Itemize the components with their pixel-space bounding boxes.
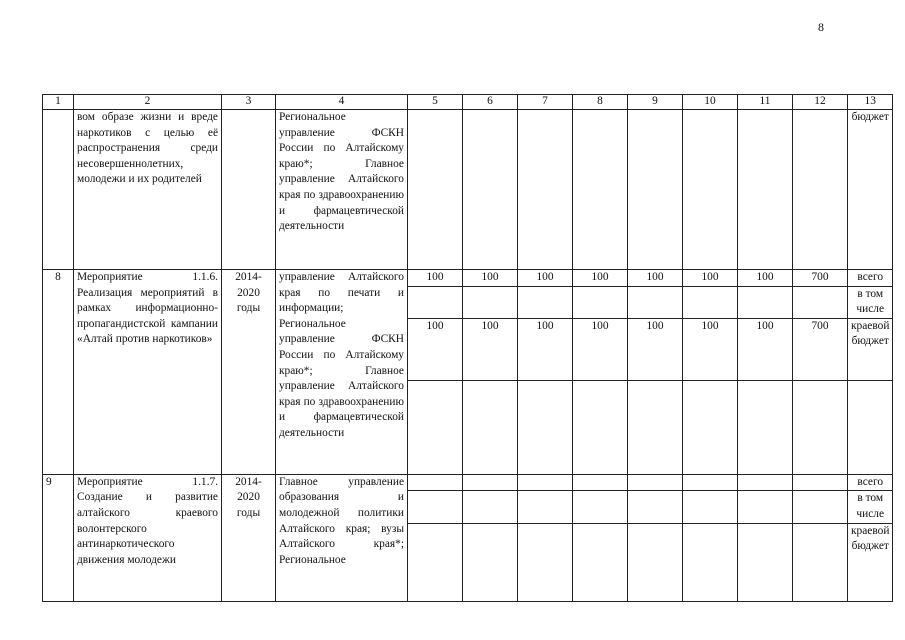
header-cell: 10 <box>683 95 738 110</box>
value-cell: 100 <box>738 318 793 380</box>
source-incl: в том числе <box>848 491 893 523</box>
value-cell: 100 <box>408 318 463 380</box>
header-cell: 9 <box>628 95 683 110</box>
value-cell: 100 <box>628 318 683 380</box>
source-budget: краевой бюджет <box>848 523 893 601</box>
header-row <box>43 95 893 110</box>
value-cell: 100 <box>573 270 628 287</box>
source-budget: краевой бюджет <box>848 318 893 380</box>
value-cell: 100 <box>573 318 628 380</box>
source-incl: в том числе <box>848 286 893 318</box>
value-cell: 100 <box>518 318 573 380</box>
years-cell: 2014-2020 годы <box>222 270 276 475</box>
row-number: 8 <box>43 270 74 475</box>
value-cell: 100 <box>463 318 518 380</box>
header-cell: 6 <box>463 95 518 110</box>
header-cell: 5 <box>408 95 463 110</box>
source-total: всего <box>848 474 893 491</box>
value-cell: 100 <box>408 270 463 287</box>
table-row-9-total <box>43 474 893 491</box>
header-cell: 1 <box>43 95 74 110</box>
value-cell: 100 <box>463 270 518 287</box>
table-row-8-total <box>43 270 893 287</box>
row-number: 9 <box>43 474 74 601</box>
years-cell <box>222 110 276 270</box>
header-cell: 12 <box>793 95 848 110</box>
executor-cell: Региональное управление ФСКН России по Алтайскому краю*; Главное управление Алтайского края по здравоохранению и фармацевтической деятельности <box>276 110 408 270</box>
value-cell: 100 <box>518 270 573 287</box>
value-cell: 100 <box>683 318 738 380</box>
value-cell: 700 <box>793 318 848 380</box>
executor-cell: управление Алтайского края по печати и информации; Региональное управление ФСКН России по Алтайскому краю*; Главное управление Алтайского края по здравоохранению и фармацевтической деятельности <box>276 270 408 475</box>
header-cell: 4 <box>276 95 408 110</box>
event-cell: Мероприятие 1.1.7. Создание и развитие алтайского краевого волонтерского антинаркотического движения молодежи <box>74 474 222 601</box>
event-cell: Мероприятие 1.1.6. Реализация мероприятий в рамках информационно- пропагандистской кампании «Алтай против наркотиков» <box>74 270 222 475</box>
num-cell <box>43 110 74 270</box>
value-cell: 100 <box>628 270 683 287</box>
header-cell: 3 <box>222 95 276 110</box>
header-cell: 13 <box>848 95 893 110</box>
event-cell: вом образе жизни и вреде наркотиков с целью её распространения среди несовершеннолетних, молодежи и их родителей <box>74 110 222 270</box>
value-cell: 100 <box>738 270 793 287</box>
value-cell: 700 <box>793 270 848 287</box>
header-cell: 7 <box>518 95 573 110</box>
header-cell: 11 <box>738 95 793 110</box>
page-number: 8 <box>818 20 824 34</box>
header-cell: 8 <box>573 95 628 110</box>
header-cell: 2 <box>74 95 222 110</box>
executor-cell: Главное управление образования и молодежной политики Алтайского края; вузы Алтайского края*; Региональное <box>276 474 408 601</box>
program-table <box>42 94 893 602</box>
value-cell: 100 <box>683 270 738 287</box>
source-cell: бюджет <box>848 110 893 270</box>
source-total: всего <box>848 270 893 287</box>
years-cell: 2014-2020 годы <box>222 474 276 601</box>
table-row-continuation <box>43 110 893 270</box>
